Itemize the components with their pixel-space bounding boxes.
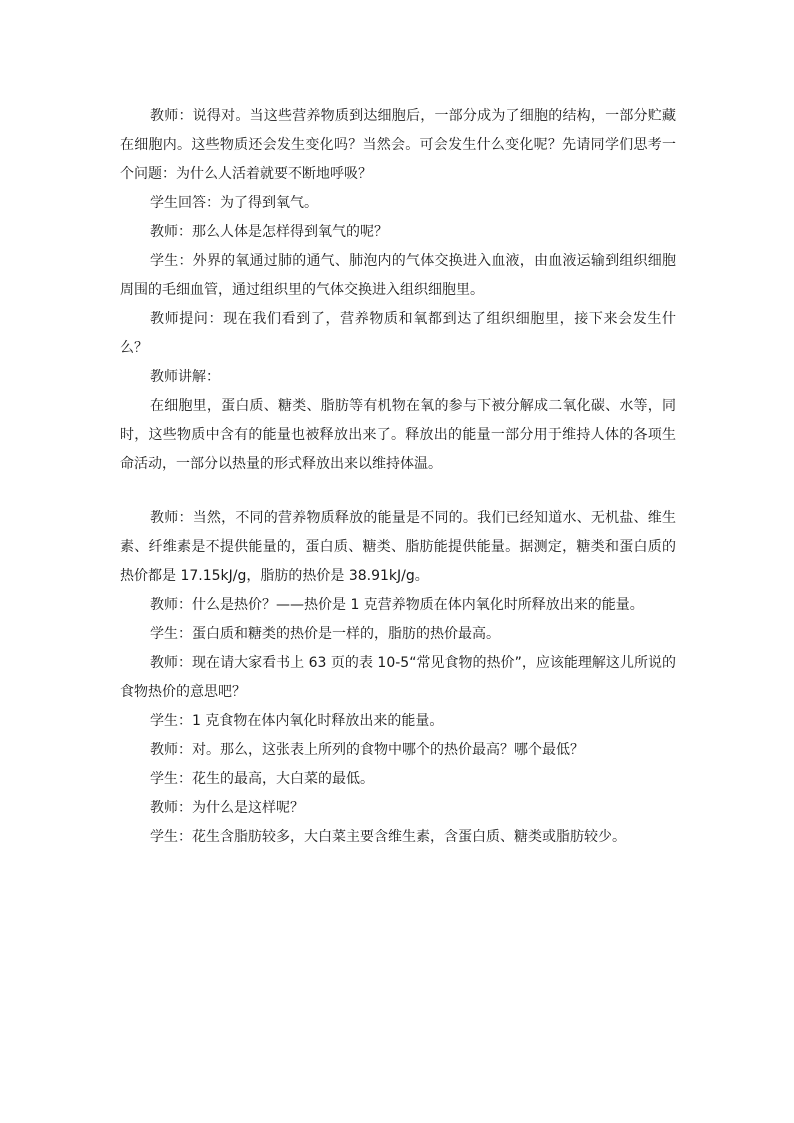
paragraph-teacher-heat-value: 教师：当然，不同的营养物质释放的能量是不同的。我们已经知道水、无机盐、维生素、纤维素是不提供能量的，蛋白质、糖类、脂肪能提供能量。据测定，糖类和蛋白质的热价都是 17.15kJ/g，脂肪的热价是 38.91kJ/g。 <box>120 510 676 584</box>
paragraph-student-peanut-cabbage: 学生：花生的最高，大白菜的最低。 <box>150 771 374 787</box>
paragraph-student-heat-compare: 学生：蛋白质和糖类的热价是一样的，脂肪的热价最高。 <box>150 626 500 642</box>
paragraph-teacher-table-ref: 教师：现在请大家看书上 63 页的表 10-5“常见食物的热价”，应该能理解这儿所说的食物热价的意思吧？ <box>120 655 676 700</box>
paragraph-student-reason: 学生：花生含脂肪较多，大白菜主要含维生素，含蛋白质、糖类或脂肪较少。 <box>150 829 626 845</box>
paragraph-cell-respiration: 在细胞里，蛋白质、糖类、脂肪等有机物在氧的参与下被分解成二氧化碳、水等，同时，这些物质中含有的能量也被释放出来了。释放出的能量一部分用于维持人体的各项生命活动，一部分以热量的形式释放出来以维持体温。 <box>120 398 676 472</box>
paragraph-teacher-why: 教师：为什么是这样呢？ <box>150 800 304 816</box>
paragraph-teacher-explain-label: 教师讲解： <box>150 369 220 385</box>
paragraph-teacher-highest-lowest: 教师：对。那么，这张表上所列的食物中哪个的热价最高？哪个最低？ <box>150 742 584 758</box>
paragraph-student-food-heat: 学生：1 克食物在体内氧化时释放出来的能量。 <box>150 713 444 729</box>
paragraph-teacher-prompt: 教师提问：现在我们看到了，营养物质和氧都到达了组织细胞里，接下来会发生什么？ <box>120 311 676 356</box>
paragraph-student-oxygen-path: 学生：外界的氧通过肺的通气、肺泡内的气体交换进入血液，由血液运输到组织细胞周围的毛细血管，通过组织里的气体交换进入组织细胞里。 <box>120 253 676 298</box>
paragraph-teacher-heat-definition: 教师：什么是热价？——热价是 1 克营养物质在体内氧化时所释放出来的能量。 <box>150 597 644 613</box>
paragraph-teacher-question-oxygen: 教师：那么人体是怎样得到氧气的呢？ <box>150 224 388 240</box>
paragraph-student-answer-oxygen: 学生回答：为了得到氧气。 <box>150 195 318 211</box>
paragraph-gap <box>120 479 676 504</box>
paragraph-teacher-intro: 教师：说得对。当这些营养物质到达细胞后，一部分成为了细胞的结构，一部分贮藏在细胞内。这些物质还会发生变化吗？当然会。可会发生什么变化呢？先请同学们思考一个问题：为什么人活着就要不断地呼吸？ <box>120 108 676 182</box>
document-page <box>120 102 676 852</box>
